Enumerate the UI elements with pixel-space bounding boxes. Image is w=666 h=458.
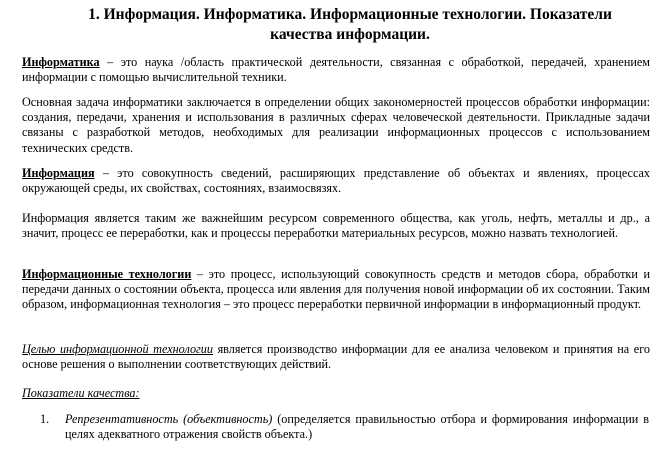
paragraph-it — [22, 267, 650, 313]
term-information: Информация — [22, 166, 95, 180]
list-item-description: (определяется правильностью отбора и формирования информации в целях адекватного отражения свойств объекта.) — [65, 412, 649, 442]
paragraph-resource: Информация является таким же важнейшим ресурсом современного общества, как уголь, нефть, металлы и др., а значит, процесс ее переработки, как и процессы переработки материальных ресурсов, можно назвать технологией. — [22, 211, 650, 241]
indicators-heading: Показатели качества: — [22, 386, 140, 400]
definition-it-goal: является производство информации для ее анализа человеком и принятия на его основе решения о выполнении соответствующих действий. — [22, 342, 650, 372]
section-title: 1. Информация. Информатика. Информационные технологии. Показатели качества информации. — [88, 6, 612, 43]
list-item-number: 1. — [40, 412, 50, 426]
paragraph-it-goal — [22, 342, 650, 372]
paragraph-informatics — [22, 55, 650, 85]
term-informatics: Информатика — [22, 55, 100, 69]
list-item-text — [65, 412, 649, 442]
definition-informatics: – это наука /область практической деятельности, связанная с обработкой, передачей, хранением информации с помощью вычислительной техники. — [22, 55, 650, 85]
list-item-term: Репрезентативность (объективность) — [65, 412, 273, 426]
paragraph-main-task: Основная задача информатики заключается в определении общих закономерностей процессов обработки информации: создания, передачи, хранения и использования в различных сферах человеческой деятельности. Прикладные задачи связаны с разработкой методов, необходимых для реализации информационных процессов с использованием технических средств. — [22, 95, 650, 155]
paragraph-information — [22, 166, 650, 196]
term-it-goal: Целью информационной технологии — [22, 342, 213, 356]
definition-information: – это совокупность сведений, расширяющих представление об объектах и явлениях, процессах окружающей среды, их свойствах, состояниях, взаимосвязях. — [22, 166, 650, 196]
definition-it: – это процесс, использующий совокупность средств и методов сбора, обработки и передачи данных о состоянии объекта, процесса или явления для получения новой информации об их состоянии. Таким образом, информационная технология – это процесс переработки первичной информации в информационный продукт. — [22, 267, 650, 312]
term-it: Информационные технологии — [22, 267, 192, 281]
